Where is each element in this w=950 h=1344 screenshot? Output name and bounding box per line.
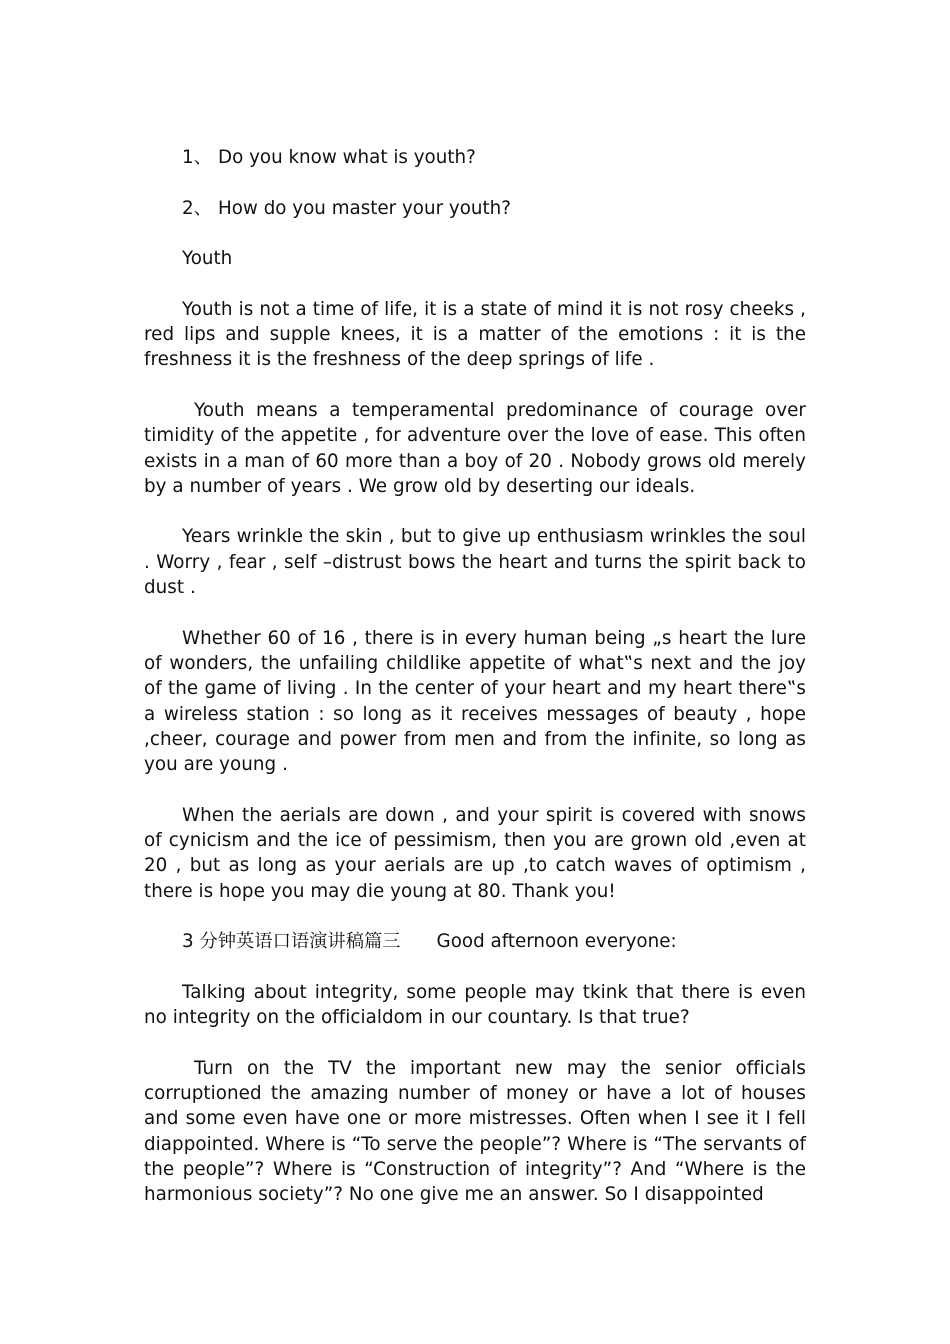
list-number: 1、 xyxy=(182,147,212,168)
list-item xyxy=(144,196,806,221)
paragraph: Years wrinkle the skin , but to give up enthusiasm wrinkles the soul . Worry , fear , self –distrust bows the heart and turns the spirit back to dust . xyxy=(144,526,806,599)
document-page xyxy=(144,145,806,1207)
list-text: Do you know what is youth? xyxy=(218,147,476,168)
paragraph: Talking about integrity, some people may tkink that there is even no integrity on the officialdom in our countary. Is that true? xyxy=(144,981,806,1029)
list-text: How do you master your youth? xyxy=(218,197,511,219)
section-title: Youth xyxy=(182,248,233,270)
list-item xyxy=(144,145,806,170)
paragraph: Youth means a temperamental predominance of courage over timidity of the appetite , for adventure over the love of ease. This often exists in a man of 60 more than a boy of 20 . Nobody grows old merely by a number of years . We grow old by deserting our ideals. xyxy=(144,399,806,497)
paragraph: Whether 60 of 16 , there is in every human being „s heart the lure of wonders, the unfailing childlike appetite of what‟s next and the joy of the game of living . In the center of your heart and my heart there‟s a wireless station : so long as it receives messages of beauty , hope ,cheer, courage and power from men and from the infinite, so long as you are young . xyxy=(144,627,806,776)
paragraph: Turn on the TV the important new may the senior officials corruptioned the amazing number of money or have a lot of houses and some even have one or more mistresses. Often when I see it I fell diappointed. Where is “To serve the people”? Where is “The servants of the people”? Where is “Construction of integrity”? And “Where is the harmonious society”? No one give me an answer. So I disappointed xyxy=(144,1057,806,1206)
paragraph: When the aerials are down , and your spirit is covered with snows of cynicism and the ice of pessimism, then you are grown old ,even at 20 , but as long as your aerials are up ,to catch waves of optimism , there is hope you may die young at 80. Thank you! xyxy=(144,804,806,902)
paragraph: Youth is not a time of life, it is a state of mind it is not rosy cheeks , red lips and supple knees, it is a matter of the emotions : it is the freshness it is the freshness of the deep springs of life . xyxy=(144,298,806,371)
list-number: 2、 xyxy=(182,197,212,219)
greeting: Good afternoon everyone: xyxy=(436,931,677,953)
section-heading xyxy=(144,929,806,954)
section-label: 3 分钟英语口语演讲稿篇三 xyxy=(182,931,401,953)
